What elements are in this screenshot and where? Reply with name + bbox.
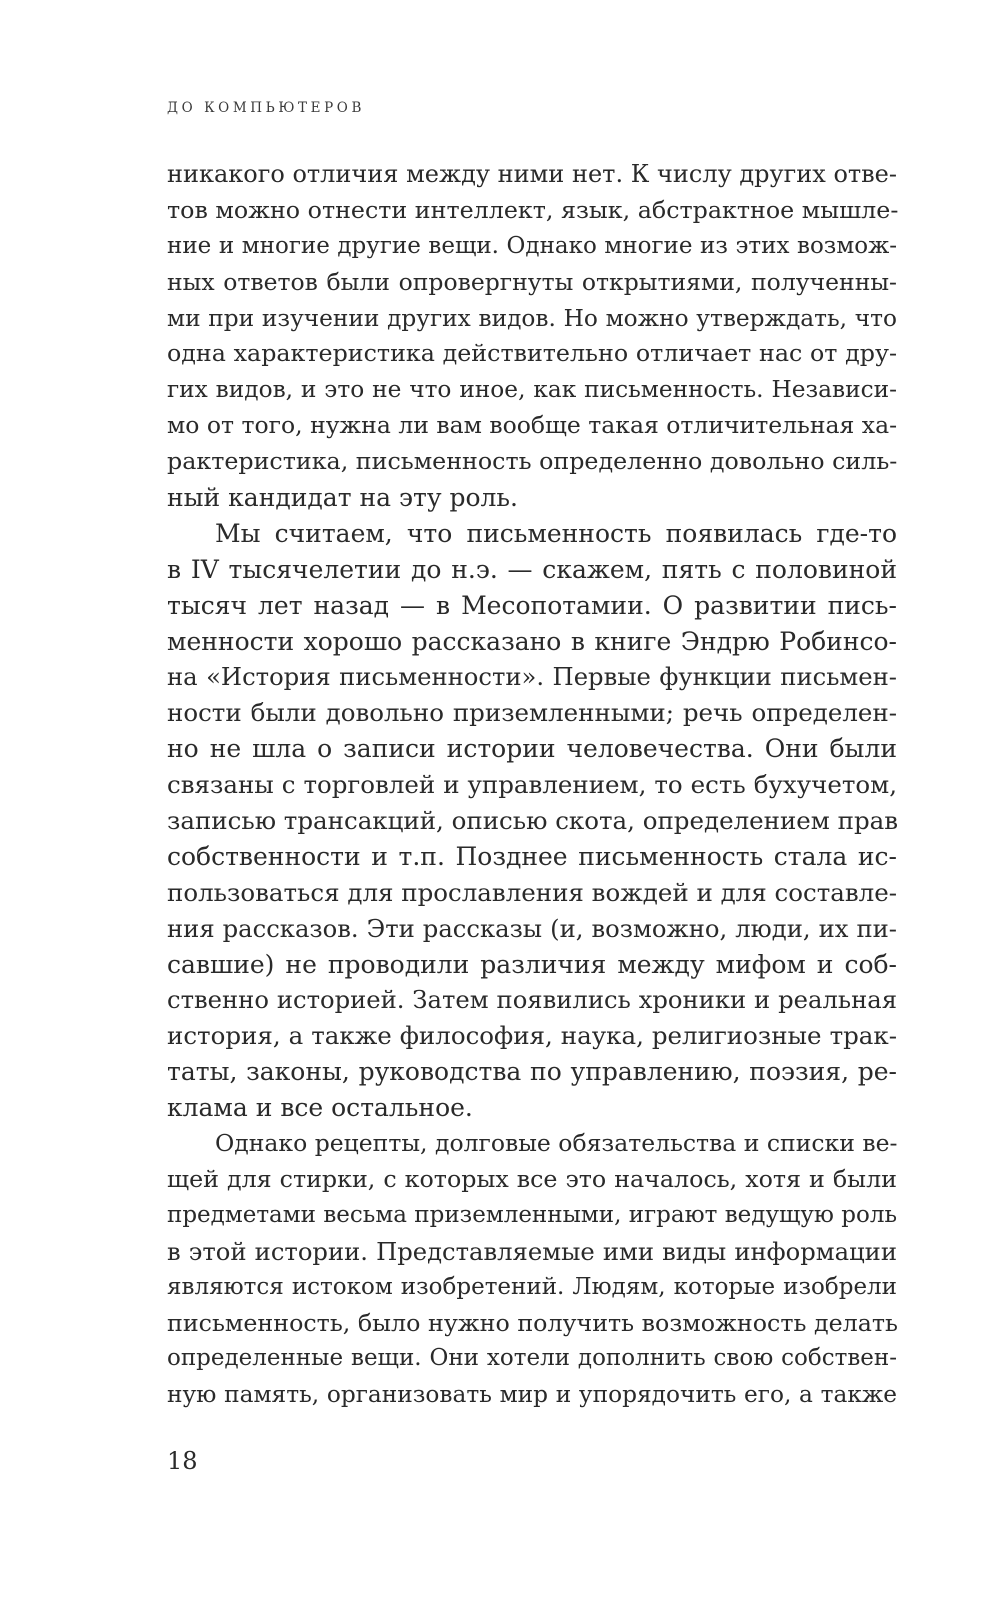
page-number: 18 (167, 1447, 198, 1475)
text-line: история, а также философия, наука, религиозные трак- (167, 1021, 897, 1051)
text-line: тов можно отнести интеллект, язык, абстрактное мышле- (167, 195, 899, 224)
text-line: письменность, было нужно получить возможность делать (167, 1308, 898, 1337)
text-line: предметами весьма приземленными, играют ведущую роль (167, 1201, 897, 1228)
text-line: определенные вещи. Они хотели дополнить свою собствен- (167, 1345, 897, 1372)
paragraph-first-line: Однако рецепты, долговые обязательства и списки ве- (215, 1129, 898, 1158)
text-line: клама и все остальное. (167, 1093, 473, 1123)
body-text (167, 157, 897, 1413)
text-line: мо от того, нужна ли вам вообще такая отличительная ха- (167, 411, 898, 440)
text-line: на «История письменности». Первые функции письмен- (167, 662, 897, 692)
text-line: щей для стирки, с которых все это началось, хотя и были (167, 1164, 897, 1193)
text-line: записью трансакций, описью скота, определением прав (167, 806, 899, 836)
text-line: ми при изучении других видов. Но можно утверждать, что (167, 304, 897, 332)
text-line: ную память, организовать мир и упорядочить его, а также (167, 1381, 897, 1409)
text-line: ных ответов были опровергнуты открытиями, полученны- (167, 267, 897, 296)
text-line: одна характеристика действительно отличает нас от дру- (167, 339, 897, 368)
text-line: ственно историей. Затем появились хроники и реальная (167, 985, 897, 1015)
text-line: но не шла о записи истории человечества. Они были (167, 734, 897, 764)
paragraph-first-line: Мы считаем, что письменность появилась где-то (215, 518, 897, 548)
text-line: тысяч лет назад — в Месопотамии. О развитии пись- (167, 590, 897, 620)
running-head: ДО КОМПЬЮТЕРОВ (167, 100, 365, 116)
text-line: ный кандидат на эту роль. (167, 483, 518, 513)
text-line: ние и многие другие вещи. Однако многие из этих возмож- (167, 232, 897, 259)
text-line: в IV тысячелетии до н.э. — скажем, пять с половиной (167, 554, 897, 584)
text-line: таты, законы, руководства по управлению, поэзия, ре- (167, 1057, 897, 1087)
text-line: являются истоком изобретений. Людям, которые изобрели (167, 1273, 897, 1300)
text-line: в этой истории. Представляемые ими виды информации (167, 1236, 897, 1266)
text-line: пользоваться для прославления вождей и для составле- (167, 877, 897, 907)
text-line: связаны с торговлей и управлением, то есть бухучетом, (167, 770, 897, 800)
text-line: менности хорошо рассказано в книге Эндрю Робинсо- (167, 626, 897, 656)
text-line: ности были довольно приземленными; речь определен- (167, 698, 897, 728)
text-line: ния рассказов. Эти рассказы (и, возможно, люди, их пи- (167, 913, 897, 943)
text-line: савшие) не проводили различия между мифом и соб- (167, 949, 897, 979)
text-line: гих видов, и это не что иное, как письменность. Независи- (167, 376, 897, 404)
text-line: собственности и т.п. Позднее письменность стала ис- (167, 841, 897, 871)
text-line: рактеристика, письменность определенно довольно силь- (167, 447, 898, 476)
text-line: никакого отличия между ними нет. К числу других отве- (167, 160, 897, 188)
